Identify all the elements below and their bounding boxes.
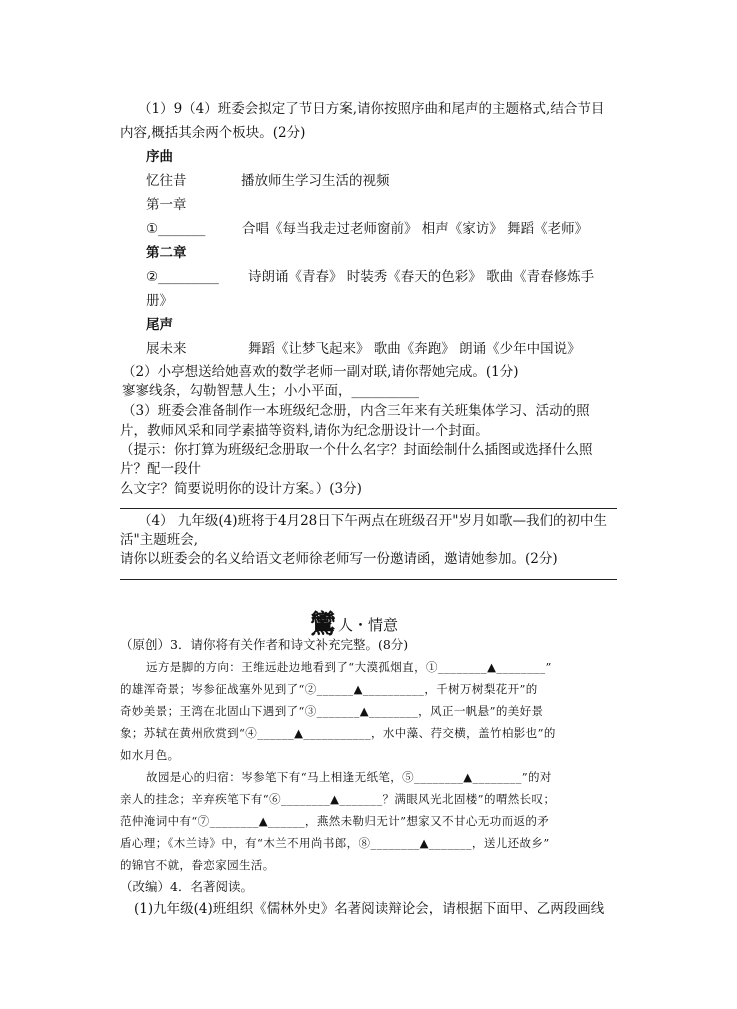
xuqu-content: 播放师生学习生活的视频 bbox=[241, 173, 390, 189]
q1-intro-line2: 内容,概括其余两个板块。(2分) bbox=[120, 125, 306, 141]
xuqu-label: 序曲 bbox=[146, 149, 173, 165]
divider-line bbox=[120, 579, 617, 580]
chapter2-blank: ②_________ bbox=[146, 269, 219, 285]
q3-line2: 片，教师风采和同学素描等资料,请你为纪念册设计一个封面。 bbox=[120, 423, 489, 439]
p3-line: 如水月色。 bbox=[120, 748, 180, 762]
q3-line5: 么文字？简要说明你的设计方案。）(3分) bbox=[120, 481, 362, 497]
q4-line1: （4） 九年级(4)班将于4月28日下午两点在班级召开"岁月如歌—我们的初中生 bbox=[138, 513, 607, 529]
section-title-text: 人・情意 bbox=[338, 616, 399, 634]
p3-line: 象；苏轼在黄州欣赏到“④______▲___________，水中藻、荇交横，盖竹柏影也”的 bbox=[120, 726, 556, 740]
divider-line bbox=[120, 508, 617, 509]
q3-line3: （提示：你打算为班级纪念册取一个什么名字？封面绘制什么插图或选择什么照 bbox=[120, 442, 593, 458]
weisheng-content: 舞蹈《让梦飞起来》 歌曲《奔跑》 朗诵《少年中国说》 bbox=[248, 341, 581, 357]
section-title-big-char: 鸞 bbox=[310, 610, 337, 640]
chapter1-content: 合唱《每当我走过老师窗前》 相声《家访》 舞蹈《老师》 bbox=[242, 221, 589, 237]
chapter2-label: 第二章 bbox=[146, 245, 187, 261]
chapter1-label: 第一章 bbox=[146, 197, 187, 213]
p3-line: 范仲淹词中有“⑦________▲______，燕然未勒归无计”想家又不甘心无功而返的矛 bbox=[120, 814, 550, 828]
p3-line: 故园是心的归宿：岑参笔下有“马上相逢无纸笔，⑤________▲________”的对 bbox=[146, 770, 552, 784]
chapter2-content-cont: 册》 bbox=[146, 293, 173, 309]
p4-line: (1)九年级(4)班组织《儒林外史》名著阅读辩论会，请根据下面甲、乙两段画线 bbox=[134, 901, 605, 917]
weisheng-title: 展未来 bbox=[146, 341, 187, 357]
q2-line2: 寥寥线条，勾勒智慧人生；小小平面，__________ bbox=[122, 383, 419, 399]
p3-heading: （原创）3．请你将有关作者和诗文补充完整。(8分) bbox=[120, 637, 409, 652]
p3-line: 的锦官不就，眷恋家园生活。 bbox=[120, 858, 275, 872]
q4-line3: 请你以班委会的名义给语文老师徐老师写一份邀请函，邀请她参加。(2分) bbox=[120, 551, 558, 567]
weisheng-label: 尾声 bbox=[146, 317, 173, 333]
p3-line: 奇妙美景；王湾在北固山下遇到了“③_______▲________，风正一帆悬”的美好景 bbox=[120, 704, 544, 718]
p3-line: 的雄浑奇景；岑参征战塞外见到了“②______▲__________，千树万树梨花开”的 bbox=[120, 682, 538, 696]
p3-line: 盾心理；《木兰诗》中，有“木兰不用尚书郎，⑧________▲_______，送儿还故乡” bbox=[120, 836, 550, 850]
q3-line1: （3）班委会准备制作一本班级纪念册，内含三年来有关班集体学习、活动的照 bbox=[122, 403, 590, 419]
q3-line4: 片？配一段什 bbox=[120, 461, 201, 477]
p4-heading: （改编）4．名著阅读。 bbox=[120, 879, 253, 894]
p3-line: 亲人的挂念；辛弃疾笔下有“⑥________▲_______？满眼风光北固楼”的喟然长叹； bbox=[120, 792, 556, 806]
q2-line1: （2）小亭想送给她喜欢的数学老师一副对联,请你帮她完成。(1分) bbox=[122, 364, 519, 380]
q4-line2: 活"主题班会, bbox=[120, 532, 199, 548]
chapter1-blank: ①_______ bbox=[146, 221, 206, 237]
xuqu-title: 忆往昔 bbox=[146, 173, 187, 189]
p3-line: 远方是脚的方向：王维远赴边地看到了“大漠孤烟直，①________▲________” bbox=[146, 660, 552, 674]
q1-intro-line1: （1）9（4）班委会拟定了节日方案,请你按照序曲和尾声的主题格式,结合节目 bbox=[138, 101, 605, 117]
chapter2-content: 诗朗诵《青春》 时装秀《春天的色彩》 歌曲《青春修炼手 bbox=[248, 269, 595, 285]
